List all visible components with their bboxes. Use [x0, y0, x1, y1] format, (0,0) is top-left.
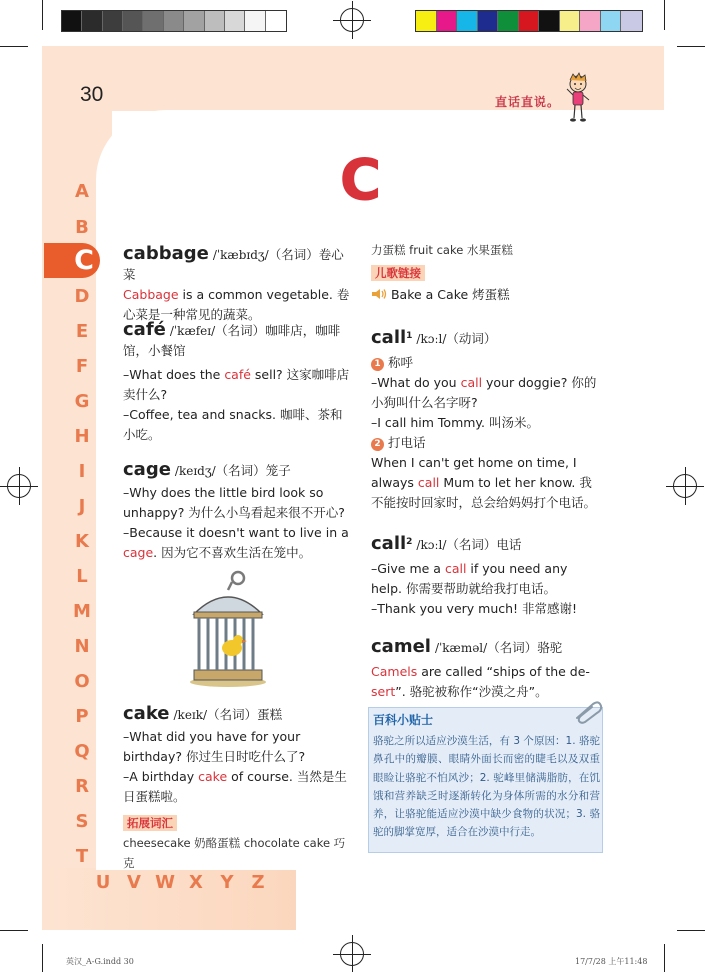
example-text: –Thank you very much! 非常感谢!	[371, 601, 578, 617]
color-swatch	[225, 11, 245, 31]
example-text: –Because it doesn't want to live in a	[123, 525, 349, 540]
entry-cafe	[123, 320, 351, 445]
entry-camel	[371, 637, 603, 702]
crop-mark	[42, 944, 43, 972]
color-swatch	[539, 11, 560, 31]
section-letter-heading: C	[340, 148, 382, 213]
page-number: 30	[80, 83, 104, 106]
crop-mark	[664, 944, 665, 972]
keyword: call	[444, 561, 467, 577]
example-text: Mum to let her know. 我不能按时回家时，总会给妈妈打个电话。	[371, 475, 597, 511]
headword: camel	[371, 636, 431, 657]
alphabet-index-letter[interactable]: W	[155, 872, 175, 893]
example-text: –A birthday	[123, 769, 199, 784]
tip-title: 百科小贴士	[373, 713, 434, 727]
part-of-speech: （名词）	[268, 247, 319, 262]
alphabet-index-letter[interactable]: R	[75, 776, 89, 797]
phonetic: /kɔːl/	[416, 332, 447, 347]
registration-mark-left	[7, 474, 31, 498]
keyword: café	[224, 367, 251, 382]
sense-number-badge: 1	[371, 358, 384, 371]
color-swatch	[580, 11, 601, 31]
alphabet-index-letter[interactable]: Z	[251, 872, 265, 893]
registration-mark-top	[340, 8, 364, 32]
example-text: –Coffee, tea and snacks. 咖啡、茶和小吃。	[123, 407, 343, 442]
color-swatch	[437, 11, 458, 31]
alphabet-index-letter[interactable]: P	[75, 706, 89, 727]
keyword: cake	[198, 769, 228, 784]
headword: cake	[123, 703, 170, 724]
entry-cage	[123, 460, 351, 563]
part-of-speech: （名词）	[215, 463, 266, 478]
color-swatch	[416, 11, 437, 31]
example-text: of course. 当然是生日蛋糕啦。	[123, 769, 347, 804]
cmyk-color-bar	[415, 10, 643, 32]
crop-mark	[42, 0, 43, 30]
alphabet-index-letter[interactable]: V	[127, 872, 141, 893]
example-text: if you need any help. 你需要帮助就给我打电话。	[371, 561, 568, 597]
paperclip-icon	[573, 700, 603, 724]
entry-cabbage	[123, 244, 351, 325]
example-text: When I can't get home on time, I always	[371, 455, 577, 491]
homograph-number: 2	[406, 537, 413, 547]
keyword: cage	[123, 545, 154, 560]
color-swatch	[457, 11, 478, 31]
alphabet-index-letter[interactable]: D	[74, 286, 90, 307]
grayscale-color-bar	[61, 10, 287, 32]
meaning: 电话	[496, 537, 522, 553]
color-swatch	[164, 11, 184, 31]
alphabet-index-letter[interactable]: S	[75, 811, 89, 832]
meaning: 蛋糕	[257, 707, 283, 722]
headword: café	[123, 319, 166, 340]
crop-mark	[0, 930, 28, 931]
alphabet-index-letter[interactable]: N	[74, 636, 90, 657]
part-of-speech: （动词）	[446, 331, 497, 347]
nursery-rhyme-title[interactable]: Bake a Cake 烤蛋糕	[390, 287, 510, 302]
example-text: –Give me a	[371, 561, 445, 577]
phonetic: /ˈkæbɪdʒ/	[212, 248, 269, 262]
headword: call	[371, 327, 407, 349]
color-swatch	[266, 11, 286, 31]
headword: call	[371, 533, 407, 555]
alphabet-index-letter[interactable]: M	[73, 601, 91, 622]
part-of-speech: （名词）	[207, 707, 258, 722]
color-swatch	[560, 11, 581, 31]
alphabet-index-letter[interactable]: F	[75, 356, 89, 377]
headword: cage	[123, 459, 171, 480]
alphabet-index-letter[interactable]: O	[74, 671, 90, 692]
example-text: –What does the	[123, 367, 225, 382]
color-swatch	[621, 11, 642, 31]
example-text: your doggie? 你的小狗叫什么名字呀?	[371, 375, 597, 411]
alphabet-index-letter[interactable]: T	[75, 846, 89, 867]
phonetic: /ˈkæfeɪ/	[169, 324, 216, 338]
color-swatch	[245, 11, 265, 31]
speaker-icon[interactable]	[371, 288, 387, 300]
headword: cabbage	[123, 243, 209, 264]
example-text: –What did you have for your birthday? 你过生日时吃什么了?	[123, 729, 306, 764]
keyword: Cabbage	[123, 287, 179, 302]
keyword: Camels	[371, 664, 418, 679]
meaning: 咖啡店，咖啡馆，小餐馆	[123, 323, 341, 358]
footer-filename: 英汉_A-G.indd 30	[66, 957, 134, 966]
alphabet-index-letter[interactable]: Q	[74, 741, 90, 762]
color-swatch	[601, 11, 622, 31]
alphabet-index-letter[interactable]: A	[75, 181, 89, 202]
alphabet-index-letter[interactable]: E	[75, 321, 89, 342]
alphabet-index-active-letter[interactable]: C	[74, 245, 94, 276]
color-swatch	[82, 11, 102, 31]
example-text: –What do you	[371, 375, 461, 391]
footer-timestamp: 17/7/28 上午11:48	[575, 957, 648, 966]
phonetic: /kɔːl/	[416, 538, 447, 553]
crop-mark	[677, 930, 705, 931]
entry-call-verb	[371, 326, 601, 513]
entry-call-noun	[371, 532, 601, 619]
sense-meaning: 称呼	[388, 355, 414, 371]
nursery-rhyme-label: 儿歌链接	[371, 265, 425, 281]
vocabulary-label: 拓展词汇	[123, 815, 177, 831]
entry-cake	[123, 704, 353, 873]
part-of-speech: （名词）	[215, 323, 266, 338]
meaning: 卷心菜	[123, 247, 344, 282]
alphabet-index-letter[interactable]: K	[75, 531, 89, 552]
meaning: 笼子	[265, 463, 291, 478]
color-swatch	[498, 11, 519, 31]
entry-cake-continued	[371, 240, 603, 305]
homograph-number: 1	[406, 331, 413, 341]
example-text: are called “ships of the de-	[417, 664, 590, 679]
birdcage-illustration	[182, 566, 274, 688]
alphabet-index-letter[interactable]: H	[74, 426, 90, 447]
example-text: sell? 这家咖啡店卖什么?	[123, 367, 350, 402]
phonetic: /keɪk/	[173, 708, 208, 722]
crop-mark	[0, 46, 28, 47]
alphabet-index-letter[interactable]: X	[189, 872, 203, 893]
alphabet-index-letter[interactable]: L	[76, 566, 88, 587]
example-text: –I call him Tommy. 叫汤米。	[371, 415, 539, 431]
color-swatch	[205, 11, 225, 31]
keyword: call	[460, 375, 483, 391]
example-text: . 因为它不喜欢生活在笼中。	[153, 545, 312, 560]
alphabet-index-letter[interactable]: J	[78, 496, 86, 517]
registration-mark-bottom	[340, 942, 364, 966]
cartoon-boy-icon	[565, 72, 591, 124]
meaning: 骆驼	[537, 640, 563, 655]
alphabet-index-letter[interactable]: Y	[220, 872, 234, 893]
alphabet-index-letter[interactable]: B	[75, 217, 89, 238]
vocabulary-list: 力蛋糕 fruit cake 水果蛋糕	[371, 243, 513, 257]
crop-mark	[664, 0, 665, 30]
phonetic: /keɪdʒ/	[174, 464, 216, 478]
part-of-speech: （名词）	[446, 537, 497, 553]
crop-mark	[677, 46, 705, 47]
example-text: is a common vegetable. 卷心菜是一种常见的蔬菜。	[123, 287, 350, 322]
vocabulary-list: cheesecake 奶酪蛋糕 chocolate cake 巧克	[123, 836, 346, 870]
tip-body: 骆驼之所以适应沙漠生活，有 3 个原因：1. 骆驼鼻孔中的瓣膜、眼睛外面长而密的睫毛以及双重眼睑让骆驼不怕风沙；2. 驼峰里储满脂肪，在饥饿和营养缺乏时逐渐转化为身体所需的水分和营养，让骆驼能适应沙漠中缺少食物的状况；3. 骆驼的脚掌宽厚，适合在沙漠中行走。	[373, 735, 600, 839]
color-swatch	[519, 11, 540, 31]
header-tagline: 直话直说。	[495, 95, 561, 109]
example-text: –Why does the little bird look so unhappy? 为什么小鸟看起来很不开心?	[123, 485, 345, 520]
registration-mark-right	[673, 474, 697, 498]
color-swatch	[103, 11, 123, 31]
sense-meaning: 打电话	[388, 435, 426, 451]
color-swatch	[62, 11, 82, 31]
color-swatch	[478, 11, 499, 31]
keyword: call	[417, 475, 440, 491]
keyword: sert	[371, 684, 396, 699]
color-swatch	[143, 11, 163, 31]
phonetic: /ˈkæməl/	[434, 641, 488, 655]
part-of-speech: （名词）	[487, 640, 538, 655]
example-text: ”. 骆驼被称作“沙漠之舟”。	[395, 684, 548, 699]
encyclopedia-tip-box	[368, 707, 603, 853]
sense-number-badge: 2	[371, 438, 384, 451]
alphabet-index-letter[interactable]: U	[95, 872, 111, 893]
alphabet-index-letter[interactable]: I	[78, 461, 86, 482]
color-swatch	[123, 11, 143, 31]
alphabet-index-letter[interactable]: G	[74, 391, 90, 412]
color-swatch	[184, 11, 204, 31]
